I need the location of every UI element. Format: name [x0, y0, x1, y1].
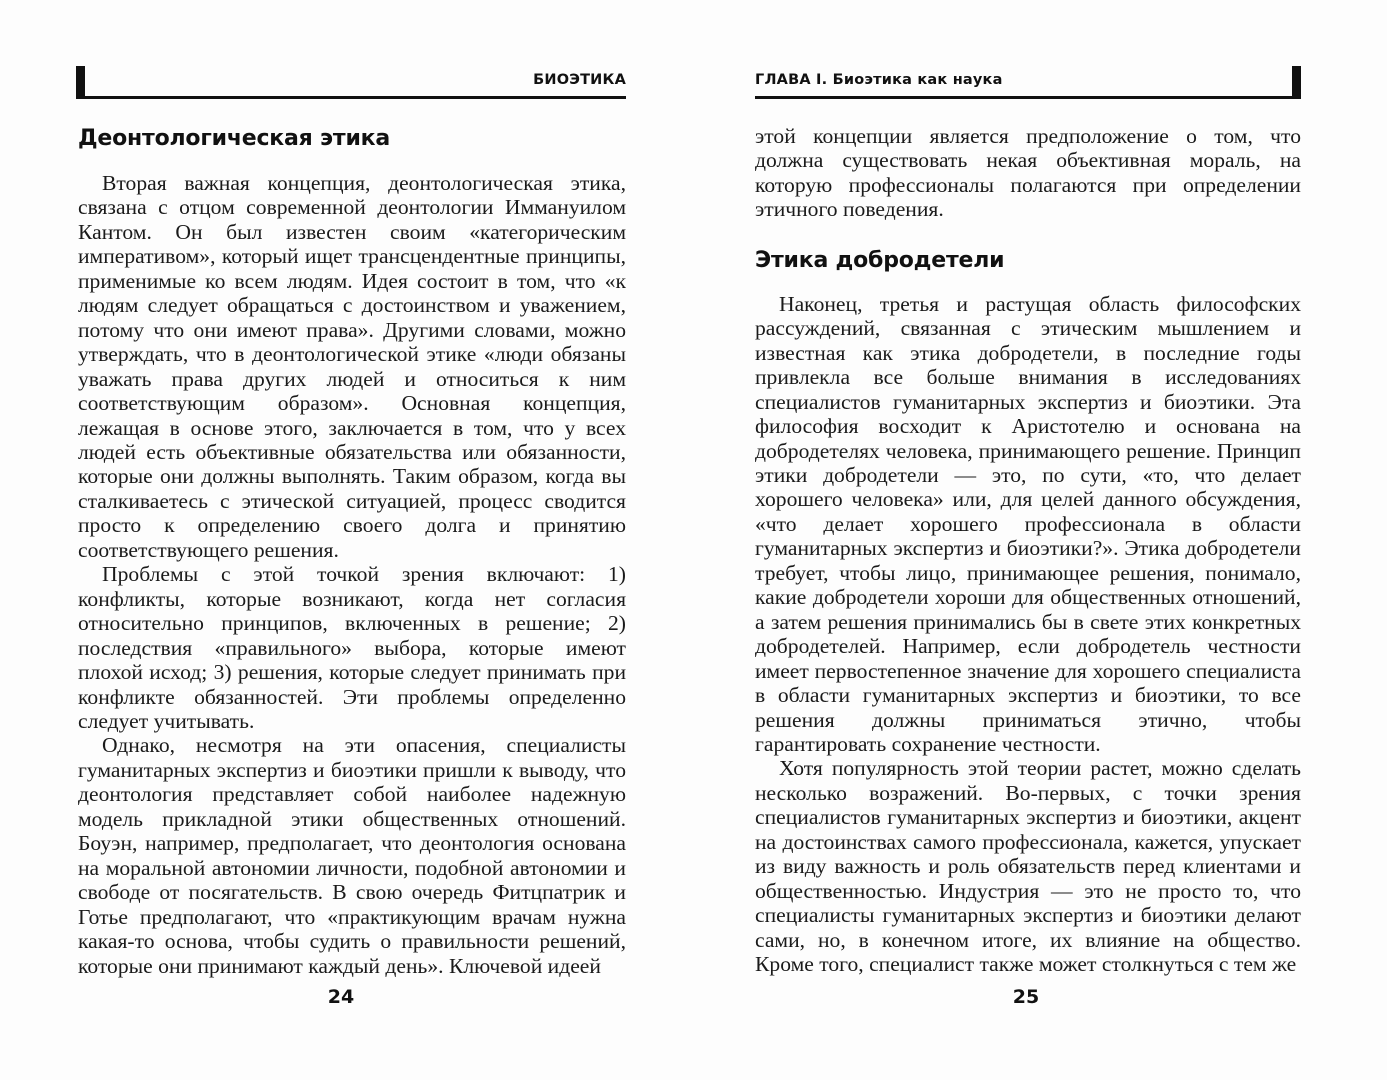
section-title: Деонтологическая этика	[78, 126, 391, 151]
header-bar	[1292, 66, 1301, 96]
continued-paragraph: этой концепции является предположение о том, что должна существовать некая объективная мораль, на которую профессионалы полагаются при определении этичного поведения.	[755, 124, 1301, 222]
paragraph: Проблемы с этой точкой зрения включают: 1) конфликты, которые возникают, когда нет согласия относительно принципов, включенных в решение; 2) последствия «правильного» выбора, которые имеют плохой исход; 3) решения, которые следует принимать при конфликте обязанностей. Эти проблемы определенно следует учитывать.	[78, 562, 626, 733]
page-number: 24	[327, 986, 355, 1008]
running-header	[755, 66, 1301, 99]
paragraph: Хотя популярность этой теории растет, можно сделать несколько возражений. Во-первых, с точки зрения специалистов гуманитарных экспертиз и биоэтики, акцент на достоинствах самого профессионала, кажется, упускает из виду важность и роль обязательств перед клиентами и общественностью. Индустрия — это не просто то, что специалисты гуманитарных экспертиз и биоэтики делают сами, но, в конечном итоге, их влияние на общество. Кроме того, специалист также может столкнуться с тем же	[755, 756, 1301, 977]
paragraph: Вторая важная концепция, деонтологическая этика, связана с отцом современной деонтологии Иммануилом Кантом. Он был известен своим «категорическим императивом», который ищет трансцендентные принципы, применимые ко всем людям. Идея состоит в том, что «к людям следует обращаться с достоинством и уважением, потому что они имеют права». Другими словами, можно утверждать, что в деонтологической этике «люди обязаны уважать права других людей и относиться к ним соответствующим образом». Основная концепция, лежащая в основе этого, заключается в том, что у всех людей есть объективные обязательства или обязанности, которые они должны выполнять. Таким образом, когда вы сталкиваетесь с этической ситуацией, процесс сводится просто к определению своего долга и принятию соответствующего решения.	[78, 171, 626, 562]
left-page	[0, 0, 693, 1080]
page-number: 25	[1012, 986, 1040, 1008]
right-page	[693, 0, 1387, 1080]
section-title: Этика добродетели	[755, 247, 1005, 273]
text-block	[755, 124, 1301, 977]
paragraph: Однако, несмотря на эти опасения, специалисты гуманитарных экспертиз и биоэтики пришли к выводу, что деонтология представляет собой наиболее надежную модель прикладной этики общественных отношений. Боуэн, например, предполагает, что деонтология основана на моральной автономии личности, подобной автономии и свободе от посягательств. В свою очередь Фитцпатрик и Готье предполагают, что «практикующим врачам нужна какая-то основа, чтобы судить о правильности решений, которые они принимают каждый день». Ключевой идеей	[78, 733, 626, 978]
text-block	[78, 124, 626, 978]
paragraph: Наконец, третья и растущая область философских рассуждений, связанная с этическим мышлением и известная как этика добродетели, в последние годы привлекла все больше внимания в исследованиях специалистов гуманитарных экспертиз и биоэтики. Эта философия восходит к Аристотелю и основана на добродетелях человека, принимающего решение. Принцип этики добродетели — это, по сути, «то, что делает хорошего человека» или, для целей данного обсуждения, «что делает хорошего профессионала в области гуманитарных экспертиз и биоэтики?». Этика добродетели требует, чтобы лицо, принимающее решения, понимало, какие добродетели хороши для общественных отношений, а затем решения принимались бы в свете этих конкретных добродетелей. Например, если добродетель честности имеет первостепенное значение для хорошего специалиста в области гуманитарных экспертиз и биоэтики, то все решения должны приниматься этично, чтобы гарантировать сохранение честности.	[755, 291, 1301, 756]
running-head-title: БИОЭТИКА	[533, 72, 626, 88]
running-head-title: ГЛАВА I. Биоэтика как наука	[755, 72, 1003, 88]
running-header	[76, 66, 626, 99]
header-bar	[76, 66, 85, 96]
